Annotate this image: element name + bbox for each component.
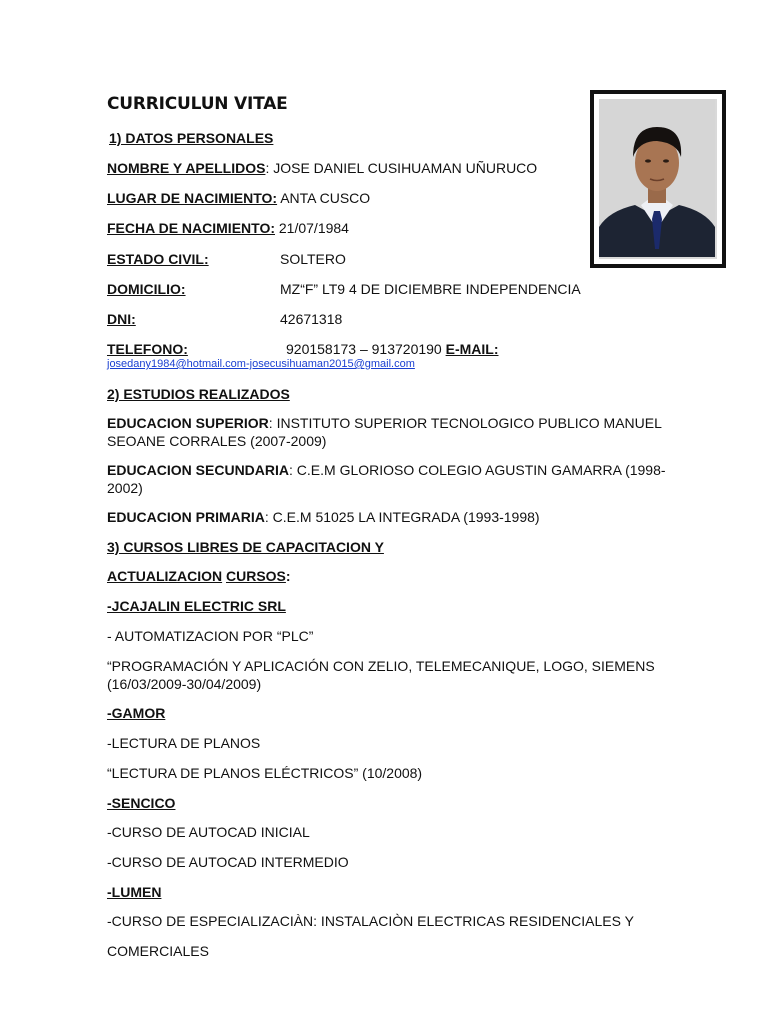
curso-autocad-intermedio: -CURSO DE AUTOCAD INTERMEDIO [107,854,349,870]
lugar-row [107,190,370,207]
lugar-value: ANTA CUSCO [280,190,371,206]
section-cursos-line2 [107,568,291,585]
educacion-superior [107,414,667,450]
org-lumen: -LUMEN [107,884,162,900]
fecha-value: 21/07/1984 [278,220,349,236]
educacion-secundaria [107,461,667,497]
email-link[interactable]: josedany1984@hotmail.com-josecusihuaman2015@gmail.com [107,358,415,370]
domicilio-label: DOMICILIO: [107,281,186,297]
domicilio-value: MZ“F” LT9 4 DE DICIEMBRE INDEPENDENCIA [280,281,581,297]
email-label: E-MAIL: [445,341,499,357]
fecha-label: FECHA DE NACIMIENTO: [107,220,275,236]
org-gamor: -GAMOR [107,705,166,721]
section-cursos: 3) CURSOS LIBRES DE CAPACITACION Y [107,539,384,555]
estado-label: ESTADO CIVIL: [107,251,209,267]
fecha-row [107,220,349,237]
cursos-colon: : [285,568,291,584]
curso-lectura-electricos: “LECTURA DE PLANOS ELÉCTRICOS” (10/2008) [107,765,423,781]
nombre-row [107,160,537,177]
nombre-label: NOMBRE Y APELLIDOS [107,160,266,176]
section-datos-personales: 1) DATOS PERSONALES [109,130,274,146]
curso-automatizacion: - AUTOMATIZACION POR “PLC” [107,628,314,644]
lugar-label: LUGAR DE NACIMIENTO: [107,190,278,206]
primaria-label: EDUCACION PRIMARIA [107,509,265,525]
cursos-label: CURSOS [226,568,286,584]
curso-lectura: -LECTURA DE PLANOS [107,735,261,751]
actualizacion-label: ACTUALIZACION [107,568,223,584]
curso-programacion: “PROGRAMACIÓN Y APLICACIÓN CON ZELIO, TELEMECANIQUE, LOGO, SIEMENS (16/03/2009-30/04/2009) [107,658,655,692]
profile-photo [590,90,726,268]
superior-label: EDUCACION SUPERIOR [107,415,269,431]
secundaria-label: EDUCACION SECUNDARIA [107,462,290,478]
estado-value: SOLTERO [280,251,346,267]
section-estudios: 2) ESTUDIOS REALIZADOS [107,386,290,402]
telefono-label: TELEFONO: [107,341,188,357]
dni-label: DNI: [107,311,136,327]
curso-especializacion: -CURSO DE ESPECIALIZACIÀN: INSTALACIÒN ELECTRICAS RESIDENCIALES Y [107,913,634,929]
curso-comerciales: COMERCIALES [107,943,209,959]
org-jcajalin: -JCAJALIN ELECTRIC SRL [107,598,286,614]
person-silhouette-icon [599,99,715,257]
telefono-value: 920158173 – 913720190 [286,341,442,357]
educacion-primaria [107,509,540,526]
org-sencico: -SENCICO [107,795,176,811]
curso-autocad-inicial: -CURSO DE AUTOCAD INICIAL [107,824,310,840]
profile-photo-image [599,99,717,259]
telefono-row [286,341,499,358]
dni-value: 42671318 [280,311,343,327]
nombre-value: : JOSE DANIEL CUSIHUAMAN UÑURUCO [265,160,538,176]
superior-value: : INSTITUTO SUPERIOR TECNOLOGICO PUBLICO MANUEL SEOANE CORRALES (2007-2009) [107,415,662,449]
primaria-value: : C.E.M 51025 LA INTEGRADA (1993-1998) [264,509,540,525]
document-title: CURRICULUN VITAE [107,94,288,114]
secundaria-value: : C.E.M GLORIOSO COLEGIO AGUSTIN GAMARRA (1998-2002) [107,462,666,496]
